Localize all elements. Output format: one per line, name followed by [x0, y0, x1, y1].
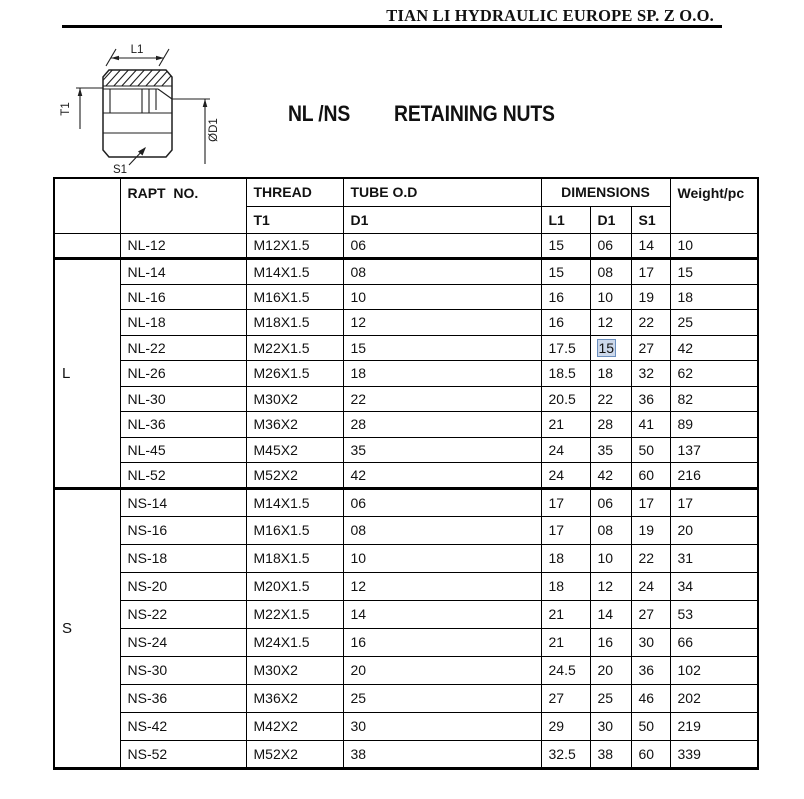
cell-rapt-no: NL-12 — [120, 233, 246, 259]
cell-dim-d1: 16 — [590, 628, 631, 656]
cell-dim-s1: 17 — [631, 259, 670, 285]
cell-tube-od-d1: 30 — [343, 712, 541, 740]
product-name: RETAINING NUTS — [394, 101, 555, 126]
cell-tube-od-d1: 06 — [343, 233, 541, 259]
cell-thread-t1: M22X1.5 — [246, 335, 343, 361]
cell-weight: 202 — [670, 684, 758, 712]
cell-tube-od-d1: 35 — [343, 437, 541, 463]
cell-weight: 31 — [670, 544, 758, 572]
table-row — [54, 259, 758, 285]
cell-thread-t1: M36X2 — [246, 684, 343, 712]
cell-tube-od-d1: 42 — [343, 463, 541, 489]
col-header-rapt-no: RAPT NO. — [120, 178, 246, 233]
cell-rapt-no: NS-30 — [120, 656, 246, 684]
selected-value: 15 — [598, 339, 615, 356]
cell-tube-od-d1: 10 — [343, 544, 541, 572]
dim-label-d1: ØD1 — [208, 118, 220, 142]
cell-dim-l1: 32.5 — [541, 740, 590, 768]
cell-dim-d1: 35 — [590, 437, 631, 463]
table-row — [54, 310, 758, 336]
cell-tube-od-d1: 06 — [343, 488, 541, 516]
cell-weight: 10 — [670, 233, 758, 259]
cell-dim-l1: 18.5 — [541, 361, 590, 387]
cell-weight: 102 — [670, 656, 758, 684]
cell-dim-d1: 22 — [590, 386, 631, 412]
cell-tube-od-d1: 20 — [343, 656, 541, 684]
cell-dim-l1: 16 — [541, 310, 590, 336]
col-header-group — [54, 178, 120, 233]
col-header-dimensions: DIMENSIONS — [541, 178, 670, 206]
company-name: TIAN LI HYDRAULIC EUROPE SP. Z O.O. — [62, 6, 722, 28]
cell-dim-d1: 14 — [590, 600, 631, 628]
cell-dim-l1: 24.5 — [541, 656, 590, 684]
technical-drawing — [58, 36, 258, 176]
cell-thread-t1: M18X1.5 — [246, 310, 343, 336]
cell-dim-s1: 60 — [631, 463, 670, 489]
cell-rapt-no: NS-22 — [120, 600, 246, 628]
cell-thread-t1: M26X1.5 — [246, 361, 343, 387]
cell-thread-t1: M52X2 — [246, 740, 343, 768]
cell-dim-s1: 22 — [631, 310, 670, 336]
col-header-dim-d1: D1 — [590, 206, 631, 233]
header-row-1 — [54, 178, 758, 206]
cell-dim-s1: 30 — [631, 628, 670, 656]
cell-dim-d1: 42 — [590, 463, 631, 489]
dim-label-t1: T1 — [60, 102, 72, 116]
col-header-weight: Weight/pc — [670, 178, 758, 233]
cell-thread-t1: M12X1.5 — [246, 233, 343, 259]
table-row — [54, 656, 758, 684]
table-row — [54, 516, 758, 544]
cell-weight: 137 — [670, 437, 758, 463]
cell-dim-l1: 21 — [541, 412, 590, 438]
cell-dim-l1: 17.5 — [541, 335, 590, 361]
cell-dim-s1: 14 — [631, 233, 670, 259]
cell-thread-t1: M16X1.5 — [246, 516, 343, 544]
table-row — [54, 628, 758, 656]
cell-weight: 62 — [670, 361, 758, 387]
cell-thread-t1: M16X1.5 — [246, 284, 343, 310]
table-row — [54, 233, 758, 259]
cell-dim-l1: 21 — [541, 628, 590, 656]
cell-dim-d1: 08 — [590, 516, 631, 544]
cell-dim-d1: 12 — [590, 572, 631, 600]
cell-tube-od-d1: 16 — [343, 628, 541, 656]
group-label-s: S — [54, 488, 120, 768]
product-code: NL /NS — [288, 101, 351, 126]
cell-weight: 53 — [670, 600, 758, 628]
cell-tube-od-d1: 08 — [343, 259, 541, 285]
cell-weight: 25 — [670, 310, 758, 336]
cell-thread-t1: M14X1.5 — [246, 488, 343, 516]
cell-thread-t1: M36X2 — [246, 412, 343, 438]
product-table-body — [54, 233, 758, 768]
cell-tube-od-d1: 25 — [343, 684, 541, 712]
cell-dim-l1: 20.5 — [541, 386, 590, 412]
cell-dim-s1: 19 — [631, 284, 670, 310]
cell-dim-s1: 60 — [631, 740, 670, 768]
dim-label-l1: L1 — [130, 44, 144, 56]
cell-weight: 18 — [670, 284, 758, 310]
cell-tube-od-d1: 15 — [343, 335, 541, 361]
cell-dim-d1 — [590, 335, 631, 361]
cell-dim-l1: 15 — [541, 233, 590, 259]
cell-rapt-no: NL-36 — [120, 412, 246, 438]
cell-dim-d1: 06 — [590, 233, 631, 259]
cell-dim-l1: 24 — [541, 463, 590, 489]
table-row — [54, 412, 758, 438]
cell-rapt-no: NS-20 — [120, 572, 246, 600]
cell-rapt-no: NL-16 — [120, 284, 246, 310]
cell-weight: 34 — [670, 572, 758, 600]
cell-thread-t1: M22X1.5 — [246, 600, 343, 628]
cell-dim-s1: 32 — [631, 361, 670, 387]
cell-rapt-no: NL-22 — [120, 335, 246, 361]
cell-thread-t1: M18X1.5 — [246, 544, 343, 572]
page-title — [288, 101, 555, 127]
cell-tube-od-d1: 14 — [343, 600, 541, 628]
cell-rapt-no: NL-30 — [120, 386, 246, 412]
cell-rapt-no: NS-36 — [120, 684, 246, 712]
cell-tube-od-d1: 38 — [343, 740, 541, 768]
cell-dim-s1: 41 — [631, 412, 670, 438]
cell-thread-t1: M14X1.5 — [246, 259, 343, 285]
cell-weight: 17 — [670, 488, 758, 516]
cell-tube-od-d1: 18 — [343, 361, 541, 387]
cell-dim-l1: 16 — [541, 284, 590, 310]
cell-rapt-no: NS-18 — [120, 544, 246, 572]
cell-weight: 82 — [670, 386, 758, 412]
cell-dim-s1: 36 — [631, 656, 670, 684]
cell-thread-t1: M52X2 — [246, 463, 343, 489]
cell-dim-l1: 15 — [541, 259, 590, 285]
cell-dim-d1: 20 — [590, 656, 631, 684]
col-header-t1: T1 — [246, 206, 343, 233]
cell-dim-l1: 21 — [541, 600, 590, 628]
cell-dim-s1: 24 — [631, 572, 670, 600]
cell-weight: 66 — [670, 628, 758, 656]
col-header-dim-s1: S1 — [631, 206, 670, 233]
cell-dim-l1: 17 — [541, 488, 590, 516]
cell-thread-t1: M30X2 — [246, 386, 343, 412]
cell-thread-t1: M30X2 — [246, 656, 343, 684]
table-row — [54, 386, 758, 412]
cell-dim-l1: 18 — [541, 544, 590, 572]
cell-tube-od-d1: 28 — [343, 412, 541, 438]
cell-tube-od-d1: 08 — [343, 516, 541, 544]
cell-rapt-no: NS-14 — [120, 488, 246, 516]
cell-dim-d1: 10 — [590, 284, 631, 310]
cell-dim-s1: 19 — [631, 516, 670, 544]
cell-rapt-no: NS-42 — [120, 712, 246, 740]
table-row — [54, 740, 758, 768]
cell-rapt-no: NL-26 — [120, 361, 246, 387]
table-row — [54, 488, 758, 516]
table-row — [54, 361, 758, 387]
col-header-d1: D1 — [343, 206, 541, 233]
cell-dim-s1: 22 — [631, 544, 670, 572]
table-row — [54, 437, 758, 463]
group-label-empty — [54, 233, 120, 259]
table-row — [54, 712, 758, 740]
cell-tube-od-d1: 22 — [343, 386, 541, 412]
cell-thread-t1: M20X1.5 — [246, 572, 343, 600]
cell-rapt-no: NS-52 — [120, 740, 246, 768]
cell-rapt-no: NL-18 — [120, 310, 246, 336]
table-row — [54, 600, 758, 628]
cell-dim-d1: 12 — [590, 310, 631, 336]
product-table — [53, 177, 759, 770]
table-row — [54, 463, 758, 489]
col-header-dim-l1: L1 — [541, 206, 590, 233]
group-label-l: L — [54, 259, 120, 489]
cell-dim-d1: 08 — [590, 259, 631, 285]
cell-weight: 89 — [670, 412, 758, 438]
cell-dim-l1: 17 — [541, 516, 590, 544]
cell-dim-l1: 29 — [541, 712, 590, 740]
cell-dim-s1: 46 — [631, 684, 670, 712]
cell-dim-l1: 27 — [541, 684, 590, 712]
cell-rapt-no: NS-16 — [120, 516, 246, 544]
cell-dim-d1: 38 — [590, 740, 631, 768]
cell-dim-l1: 18 — [541, 572, 590, 600]
cell-dim-d1: 30 — [590, 712, 631, 740]
cell-dim-s1: 50 — [631, 437, 670, 463]
cell-dim-d1: 10 — [590, 544, 631, 572]
cell-thread-t1: M45X2 — [246, 437, 343, 463]
cell-dim-s1: 36 — [631, 386, 670, 412]
cell-tube-od-d1: 10 — [343, 284, 541, 310]
cell-weight: 20 — [670, 516, 758, 544]
table-row — [54, 544, 758, 572]
cell-dim-s1: 27 — [631, 600, 670, 628]
cell-dim-l1: 24 — [541, 437, 590, 463]
cell-rapt-no: NL-14 — [120, 259, 246, 285]
table-row — [54, 572, 758, 600]
cell-rapt-no: NL-52 — [120, 463, 246, 489]
cell-dim-d1: 25 — [590, 684, 631, 712]
cell-weight: 42 — [670, 335, 758, 361]
cell-thread-t1: M42X2 — [246, 712, 343, 740]
cell-tube-od-d1: 12 — [343, 572, 541, 600]
cell-weight: 15 — [670, 259, 758, 285]
cell-rapt-no: NS-24 — [120, 628, 246, 656]
cell-dim-s1: 50 — [631, 712, 670, 740]
cell-dim-s1: 17 — [631, 488, 670, 516]
cell-dim-d1: 28 — [590, 412, 631, 438]
cell-weight: 219 — [670, 712, 758, 740]
cell-dim-d1: 06 — [590, 488, 631, 516]
dim-label-s1: S1 — [113, 164, 128, 176]
col-header-thread: THREAD — [246, 178, 343, 206]
table-row — [54, 684, 758, 712]
cell-weight: 339 — [670, 740, 758, 768]
cell-dim-d1: 18 — [590, 361, 631, 387]
cell-thread-t1: M24X1.5 — [246, 628, 343, 656]
cell-tube-od-d1: 12 — [343, 310, 541, 336]
cell-weight: 216 — [670, 463, 758, 489]
table-row — [54, 284, 758, 310]
table-row — [54, 335, 758, 361]
col-header-tube-od: TUBE O.D — [343, 178, 541, 206]
cell-rapt-no: NL-45 — [120, 437, 246, 463]
cell-dim-s1: 27 — [631, 335, 670, 361]
